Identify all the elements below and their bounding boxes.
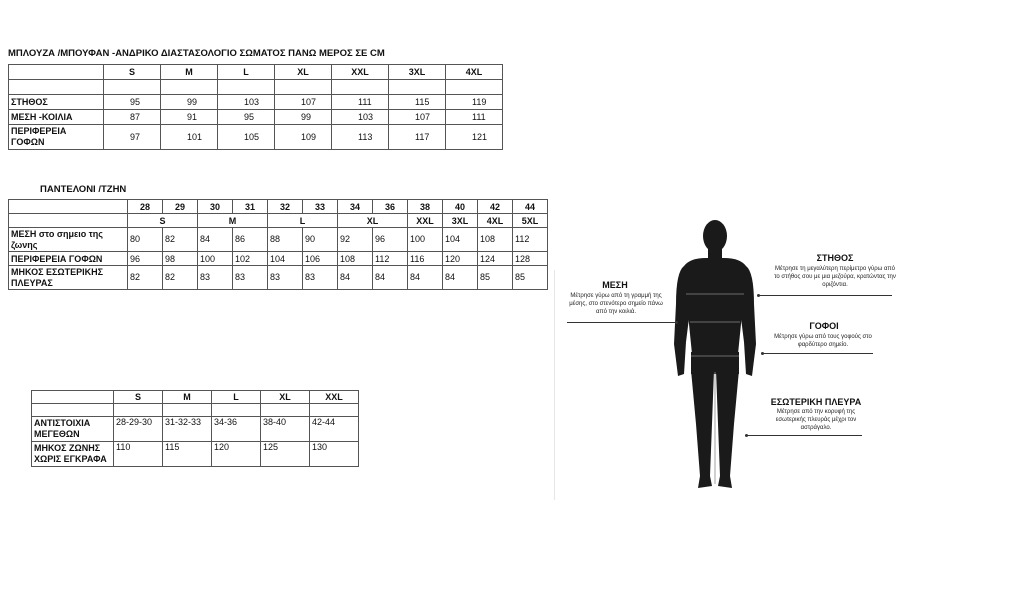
- cell-value: 84: [408, 266, 443, 290]
- size-header: XXL: [332, 65, 389, 80]
- empty-row: [9, 80, 503, 95]
- cell-value: 100: [408, 228, 443, 252]
- size-header: 3XL: [389, 65, 446, 80]
- table-row: [9, 228, 548, 252]
- waist-number-header: 44: [513, 200, 548, 214]
- chest-pointer-line: [759, 295, 892, 296]
- cell-value: 84: [373, 266, 408, 290]
- cell-value: 82: [163, 266, 198, 290]
- cell-value: 102: [233, 252, 268, 266]
- cell-value: 115: [163, 442, 212, 467]
- waist-number-header: 32: [268, 200, 303, 214]
- table-row: [9, 125, 503, 150]
- cell-value: 125: [261, 442, 310, 467]
- letter-size-header: XXL: [408, 214, 443, 228]
- size-header: S: [104, 65, 161, 80]
- shirt-table-title: ΜΠΛΟΥΖΑ /ΜΠΟΥΦΑΝ -ΑΝΔΡΙΚΟ ΔΙΑΣΤΑΣΟΛΟΓΙΟ ΣΩΜΑΤΟΣ ΠΑΝΩ ΜΕΡΟΣ ΣΕ CM: [8, 48, 385, 59]
- row-label: ΣΤΗΘΟΣ: [9, 95, 104, 110]
- body-silhouette: [670, 214, 760, 492]
- cell-value: 83: [268, 266, 303, 290]
- size-header: L: [218, 65, 275, 80]
- size-header: M: [163, 391, 212, 404]
- waist-label: ΜΕΣΗ: [602, 280, 628, 290]
- size-header: XL: [275, 65, 332, 80]
- cell-value: 82: [163, 228, 198, 252]
- cell-value: 112: [373, 252, 408, 266]
- correspondence-table: [31, 390, 359, 467]
- cell-value: 85: [513, 266, 548, 290]
- cell-value: 84: [338, 266, 373, 290]
- row-label: ΠΕΡΙΦΕΡΕΙΑ ΓΟΦΩΝ: [9, 252, 128, 266]
- letter-size-header: L: [268, 214, 338, 228]
- figure-divider: [554, 270, 555, 500]
- row-label: ΑΝΤΙΣΤΟΙΧΙΑ ΜΕΓΕΘΩΝ: [32, 417, 114, 442]
- cell-value: 111: [332, 95, 389, 110]
- table-row: [32, 417, 359, 442]
- cell-value: 87: [104, 110, 161, 125]
- inseam-description: Μέτρησε από την κορυφή της εσωτερικής πλευράς μέχρι τον αστράγαλο.: [775, 409, 857, 431]
- waist-number-header: 29: [163, 200, 198, 214]
- cell-value: 120: [212, 442, 261, 467]
- waist-number-header: 34: [338, 200, 373, 214]
- table-row: [9, 252, 548, 266]
- cell-value: 108: [338, 252, 373, 266]
- size-header: M: [161, 65, 218, 80]
- cell-value: 42-44: [310, 417, 359, 442]
- cell-value: 97: [104, 125, 161, 150]
- waist-number-header: 33: [303, 200, 338, 214]
- chest-description: Μέτρησε τη μεγαλύτερη περίμετρο γύρω από το στήθος σου με μια μεζούρα, κρατώντας την οριζόντια.: [774, 266, 896, 288]
- cell-value: 38-40: [261, 417, 310, 442]
- header-empty-cell: [9, 65, 104, 80]
- cell-value: 119: [446, 95, 503, 110]
- cell-value: 80: [128, 228, 163, 252]
- cell-value: 104: [443, 228, 478, 252]
- cell-value: 86: [233, 228, 268, 252]
- waist-number-header: 36: [373, 200, 408, 214]
- cell-value: 121: [446, 125, 503, 150]
- letter-size-header: 4XL: [478, 214, 513, 228]
- cell-value: 99: [275, 110, 332, 125]
- letter-size-header: 5XL: [513, 214, 548, 228]
- cell-value: 115: [389, 95, 446, 110]
- row-label: ΜΕΣΗ -ΚΟΙΛΙΑ: [9, 110, 104, 125]
- size-header: XXL: [310, 391, 359, 404]
- cell-value: 90: [303, 228, 338, 252]
- header-empty-cell: [9, 200, 128, 214]
- cell-value: 99: [161, 95, 218, 110]
- chest-label: ΣΤΗΘΟΣ: [816, 253, 854, 263]
- row-label: ΜΗΚΟΣ ΕΣΩΤΕΡΙΚΗΣ ΠΛΕΥΡΑΣ: [9, 266, 128, 290]
- cell-value: 103: [218, 95, 275, 110]
- cell-value: 28-29-30: [114, 417, 163, 442]
- shirt-size-table: [8, 64, 503, 150]
- waist-pointer-line: [567, 322, 676, 323]
- cell-value: 116: [408, 252, 443, 266]
- cell-value: 112: [513, 228, 548, 252]
- cell-value: 108: [478, 228, 513, 252]
- header-empty-cell: [32, 391, 114, 404]
- cell-value: 83: [198, 266, 233, 290]
- cell-value: 110: [114, 442, 163, 467]
- waist-description: Μέτρησε γύρω από τη γραμμή της μέσης, στο στενότερο σημείο πάνω από την κοιλιά.: [569, 293, 663, 315]
- cell-value: 128: [513, 252, 548, 266]
- cell-value: 85: [478, 266, 513, 290]
- cell-value: 101: [161, 125, 218, 150]
- cell-value: 104: [268, 252, 303, 266]
- cell-value: 34-36: [212, 417, 261, 442]
- cell-value: 106: [303, 252, 338, 266]
- table-row: [9, 266, 548, 290]
- waist-number-header: 31: [233, 200, 268, 214]
- size-header: XL: [261, 391, 310, 404]
- waist-number-header: 42: [478, 200, 513, 214]
- letter-size-header: S: [128, 214, 198, 228]
- hips-pointer-line: [763, 353, 873, 354]
- cell-value: 98: [163, 252, 198, 266]
- cell-value: 109: [275, 125, 332, 150]
- table-row: [32, 442, 359, 467]
- inseam-label: ΕΣΩΤΕΡΙΚΗ ΠΛΕΥΡΑ: [770, 397, 862, 407]
- cell-value: 83: [233, 266, 268, 290]
- pants-size-table: [8, 199, 548, 290]
- cell-value: 107: [389, 110, 446, 125]
- cell-value: 88: [268, 228, 303, 252]
- cell-value: 103: [332, 110, 389, 125]
- cell-value: 96: [128, 252, 163, 266]
- cell-value: 100: [198, 252, 233, 266]
- letter-size-header: XL: [338, 214, 408, 228]
- cell-value: 130: [310, 442, 359, 467]
- table-row: [9, 110, 503, 125]
- waist-number-header: 40: [443, 200, 478, 214]
- cell-value: 84: [443, 266, 478, 290]
- cell-value: 95: [218, 110, 275, 125]
- cell-value: 82: [128, 266, 163, 290]
- cell-value: 84: [198, 228, 233, 252]
- letter-size-header: 3XL: [443, 214, 478, 228]
- cell-value: 92: [338, 228, 373, 252]
- cell-value: 83: [303, 266, 338, 290]
- cell-value: 96: [373, 228, 408, 252]
- cell-value: 113: [332, 125, 389, 150]
- row-label: ΠΕΡΙΦΕΡΕΙΑ ΓΟΦΩΝ: [9, 125, 104, 150]
- inseam-pointer-line: [747, 435, 862, 436]
- size-header: 4XL: [446, 65, 503, 80]
- cell-value: 31-32-33: [163, 417, 212, 442]
- header-empty-cell: [9, 214, 128, 228]
- pants-table-title: ΠΑΝΤΕΛΟΝΙ /ΤΖΗΝ: [40, 184, 127, 195]
- cell-value: 105: [218, 125, 275, 150]
- cell-value: 107: [275, 95, 332, 110]
- waist-number-header: 38: [408, 200, 443, 214]
- hips-label: ΓΟΦΟΙ: [809, 321, 839, 331]
- hips-description: Μέτρησε γύρω από τους γοφούς στο φαρδύτερο σημείο.: [774, 334, 872, 348]
- cell-value: 91: [161, 110, 218, 125]
- size-header: S: [114, 391, 163, 404]
- size-header: L: [212, 391, 261, 404]
- table-row: [9, 95, 503, 110]
- cell-value: 95: [104, 95, 161, 110]
- cell-value: 120: [443, 252, 478, 266]
- waist-number-header: 30: [198, 200, 233, 214]
- empty-row: [32, 404, 359, 417]
- row-label: ΜΕΣΗ στο σημειο της ζωνης: [9, 228, 128, 252]
- cell-value: 124: [478, 252, 513, 266]
- waist-pointer-dot: [675, 321, 678, 324]
- cell-value: 117: [389, 125, 446, 150]
- row-label: ΜΗΚΟΣ ΖΩΝΗΣ ΧΩΡΙΣ ΕΓΚΡΑΦΑ: [32, 442, 114, 467]
- letter-size-header: M: [198, 214, 268, 228]
- waist-number-header: 28: [128, 200, 163, 214]
- cell-value: 111: [446, 110, 503, 125]
